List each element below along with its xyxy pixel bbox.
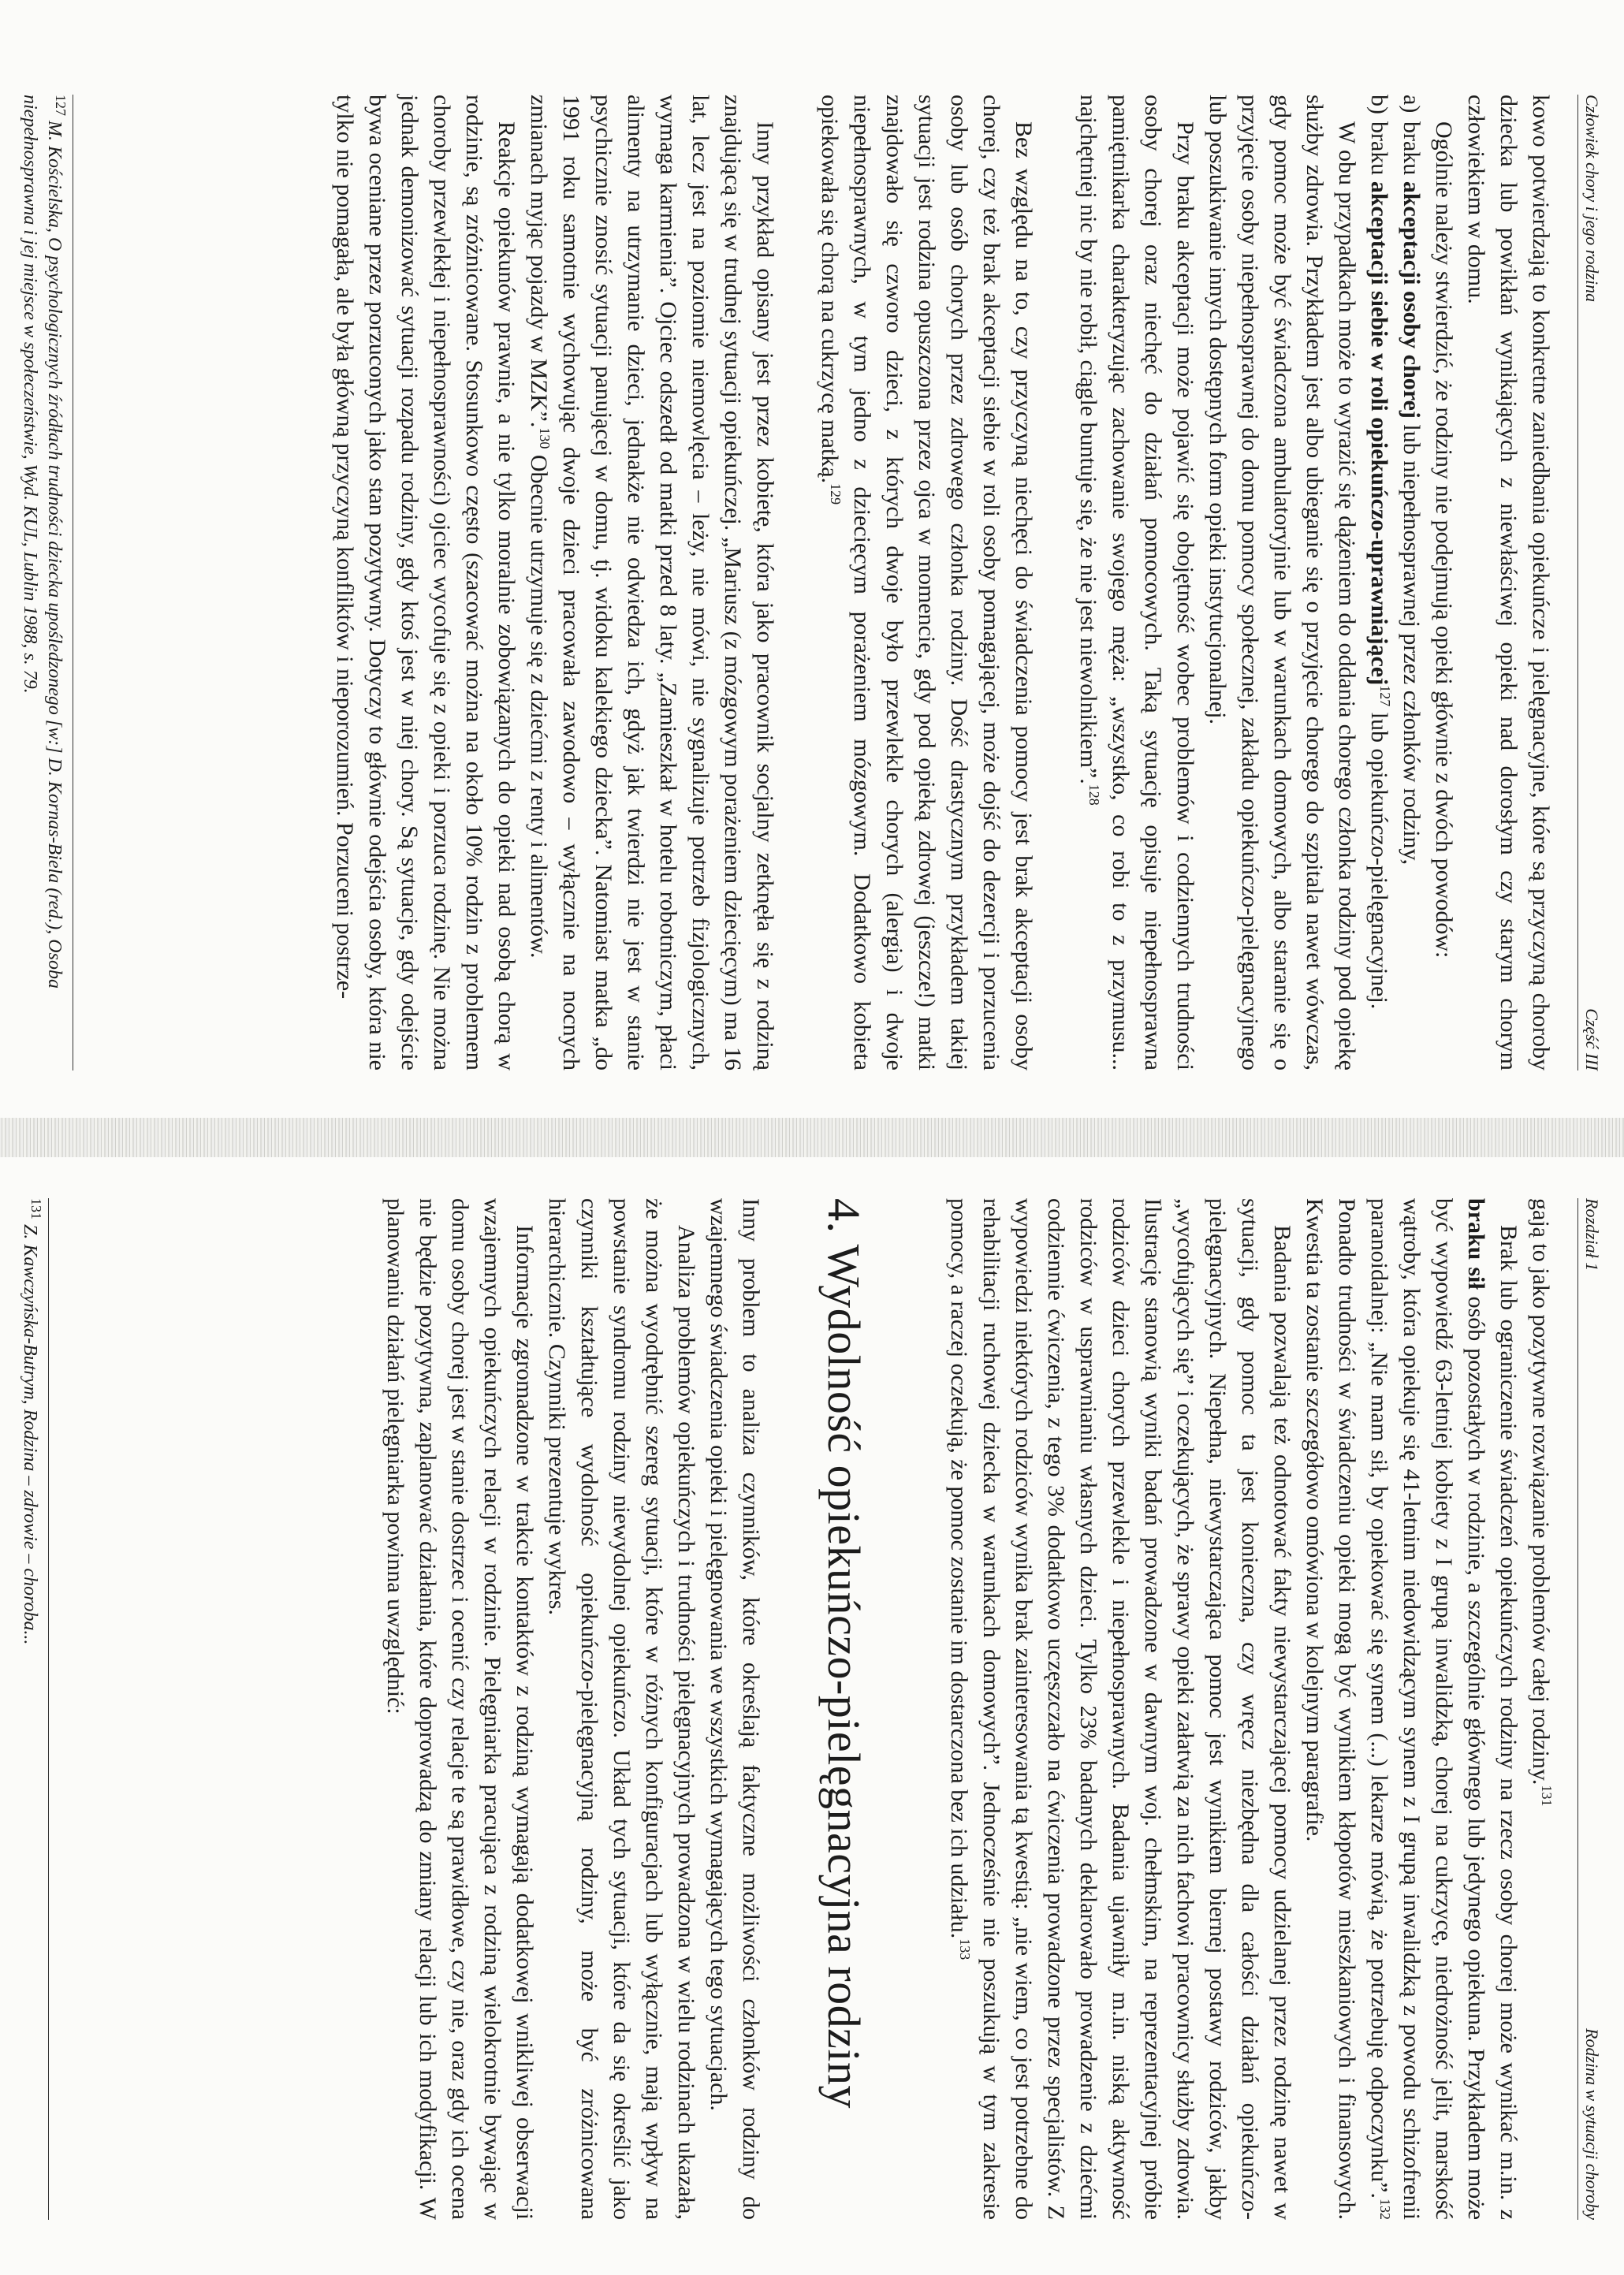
left-header-part: Część III (1582, 1008, 1602, 1070)
list-item-b (1363, 95, 1395, 1070)
paragraph: Informacje zgromadzone w trakcie kontaktów z rodziną wymagają dodatkowej wnikliwej obserwacji wzajemnych opiekuńczych relacji w rodzinie. Pielęgniarka pracująca z rodziną wielokrotnie bywając w domu osoby chorej jest w stanie dostrzec i ocenić czy relacje te są prawidłowe, czy nie, oraz gdy ich ocena nie będzie pozytywna, zaplanować działania, które doprowadzą do zmiany relacji lub ich modyfikacji. W planowaniu działań pielęgniarka powinna uwzględnić: (382, 1198, 538, 2220)
footnote-number: 127 (53, 95, 69, 116)
paragraph: Inny problem to analiza czynników, które określają faktyczne możliwości członków rodziny do wzajemnego świadczenia opieki i pielęgnowania we wszystkich wymagających tego sytuacjach. (706, 1198, 764, 2220)
right-page (0, 1157, 1624, 2275)
right-body-text (379, 1198, 1557, 2220)
footnotes-left (17, 95, 73, 1070)
left-header-title: Człowiek chory i jego rodzina (1582, 95, 1602, 303)
footnote-ref: 133 (957, 1938, 973, 1960)
footnote-ref: 131 (1539, 1785, 1555, 1807)
footnotes-right (17, 1198, 49, 2220)
paragraph: gają to jako pozytywne rozwiązanie problemów całej rodziny.$^{131}$ (1528, 1198, 1555, 1807)
footnote-ref: 127 (1377, 685, 1393, 707)
paragraph: Brak lub ograniczenie świadczeń opiekuńczych rodziny na rzecz osoby chorej może wynikać m.in. z braku sił osób pozostałych w rodzinie, a szczególnie głównego lub jedynego opiekuna. Przykładem może być wypowiedź 63-letniej kobiety z I grupą inwalidzką, chorej na cukrzycę, niedrożność jelit, marskość wątroby, która opiekuje się 41-letnim niedowidzącym synem z I grupą inwalidzką z powodu schizofrenii paranoidalnej: „Nie mam sił, by opiekować się synem (...) lekarze mówią, że potrzebuję odpoczynku”.$^{132}$ Ponadto trudności w świadczeniu opieki mogą być wynikiem kłopotów mieszkaniowych i finansowych. Kwestia ta zostanie szczegółowo omówiona w kolejnym paragrafie. (1302, 1198, 1522, 2221)
running-head-right (1577, 1198, 1602, 2220)
paragraph: Ogólnie należy stwierdzić, że rodziny nie podejmują opieki głównie z dwóch powodów: (1431, 121, 1457, 959)
paragraph: Reakcje opiekunów prawnie, a nie tylko moralnie zobowiązanych do opieki nad osobą chorą w rodzinie, są zróżnicowane. Stosunkowo często (szacować można na około 10% rodzin z problemem choroby przewlekłej i niepełnosprawności) ojciec wycofuje się z opieki i porzuca rodzinę. Nie można jednak demonizować sytuacji rozpadu rodziny, gdy ktoś jest w niej chory. Są sytuacje, gdy odejście bywa oceniane przez porzuconych jako stan pozytywny. Dotyczy to głównie odejścia osoby, która nie tylko nie pomagała, ale była główną przyczyną konfliktów i nieporozumień. Porzuceni postrze- (332, 95, 520, 1070)
left-body-text (329, 95, 1557, 1070)
right-header-title: Rodzina w sytuacji choroby (1582, 2028, 1602, 2220)
paragraph: Analiza problemów opiekuńczych i trudności pielęgnacyjnych prowadzona w wielu rodzinach ukazała, że można wyodrębnić szereg sytuacji, które w różnych konfiguracjach lub wyłącznie, mają wpływ na powstanie syndromu rodziny niewydolnej opiekuńczo. Układ tych sytuacji, które da się określić jako czynniki kształtujące wydolność opiekuńczo-pielęgnacyjną rodziny, może być zróżnicowana hierarchicznie. Czynniki prezentuje wykres. (544, 1198, 699, 2220)
footnote-ref: 132 (1377, 2199, 1393, 2220)
footnote-ref: 129 (828, 483, 844, 505)
paragraph: W obu przypadkach może to wyrazić się dążeniem do oddania chorego członka rodziny pod opiekę służby zdrowia. Przykładem jest albo ubieganie się o przyjęcie chorego do szpitala nawet wówczas, gdy pomoc może być świadczona ambulatoryjnie lub w warunkach domowych, albo staranie się o przyjęcie osoby niepełnosprawnej do domu pomocy społecznej, zakładu opiekuńczo-pielęgnacyjnego lub poszukiwanie innych dostępnych form opieki instytucjonalnej. (1205, 95, 1360, 1070)
footnote-number: 131 (28, 1198, 44, 1219)
footnote-text: Z. Kawczyńska-Butrym, Rodzina – zdrowie – choroba... (20, 1224, 40, 1645)
footnote-ref: 128 (1086, 784, 1102, 806)
footnote-text: M. Kościelska, O psychologicznych źródłach trudności dziecka upośledzonego [w:] D. Kornas-Biela (red.), Osoba niepełnosprawna i jej miejsce w społeczeństwie, Wyd. KUL, Lublin 1988, s. 79. (20, 95, 65, 989)
list-item-a (1395, 95, 1428, 1070)
list-text: braku akceptacji osoby chorej lub niepełnosprawnej przez członków rodziny, (1399, 121, 1425, 866)
book-gutter (0, 1118, 1624, 1157)
paragraph: Badania pozwalają też odnotować fakty niewystarczającej pomocy udzielanej przez rodzinę nawet w sytuacji, gdy pomoc ta jest konieczna, czy wręcz niezbędna dla całości działań opiekuńczo-pielęgnacyjnych. Niepełna, niewystarczająca pomoc jest wynikiem biernej postawy rodziców, jakby „wycofujących się” i oczekujących, że sprawy opieki załatwią za nich fachowi pracownicy służby zdrowia. Ilustrację stanowią wyniki badań prowadzone w dawnym woj. chełmskim, na reprezentacyjnej próbie rodziców dzieci chorych przewlekle i niepełnosprawnych. Badania ujawniły m.in. niską aktywność rodziców w usprawnianiu własnych dzieci. Tylko 23% badanych deklarowało prowadzenie z dziećmi codziennie ćwiczenia, z tego 3% dodatkowo uczęszczało na ćwiczenia prowadzone przez specjalistów. Z wypowiedzi niektórych rodziców wynika brak zainteresowania tą kwestią: „nie wiem, co jest potrzebne do rehabilitacji ruchowej dziecka w warunkach domowych”. Jednocześnie nie poszukują w tym zakresie pomocy, a raczej oczekują, że pomoc zostanie im dostarczona bez ich udziału.$^{133}$ (946, 1198, 1295, 2220)
right-header-chapter: Rozdział 1 (1582, 1198, 1602, 1272)
list-marker: b) (1366, 95, 1392, 114)
paragraph: Przy braku akceptacji może pojawić się obojętność wobec problemów i codziennych trudności osoby chorej oraz niechęć do działań pomocowych. Taką sytuację opisuje niepełnosprawna pamiętnikarka charakteryzując zachowanie swojego męża: „wszystko, co robi to z przymusu... najchętniej nic by nie robił, ciągle buntuje się, że nie jest niewolnikiem”.$^{128}$ (1075, 95, 1198, 1070)
paragraph: Bez względu na to, czy przyczyną niechęci do świadczenia pomocy jest brak akceptacji osoby chorej, czy też brak akceptacji siebie w roli osoby pomagającej, może dojść do dezercji i porzucenia osoby lub osób chorych przez zdrowego członka rodziny. Dość drastycznym przykładem takiej sytuacji jest rodzina opuszczona przez ojca w momencie, gdy pod opieką zdrowej (jeszcze!) matki znajdowało się czworo dzieci, z których dwoje było przewlekle chorych (alergia) i dwoje niepełnosprawnych, w tym jedno z dziecięcym porażeniem mózgowym. Dodatkowo kobieta opiekowała się chorą na cukrzycę matką.$^{129}$ (817, 95, 1037, 1070)
footnote-ref: 130 (537, 427, 553, 449)
section-heading: 4. Wydolność opiekuńczo-pielęgnacyjna rodziny (818, 1198, 870, 2109)
paragraph: Inny przykład opisany jest przez kobietę, która jako pracownik socjalny zetknęła się z rodziną znajdującą się w trudnej sytuacji opiekuńczej. „Mariusz (z mózgowym porażeniem dziecięcym) ma 16 lat, lecz jest na poziomie niemowlęcia – leży, nie mówi, nie sygnalizuje potrzeb fizjologicznych, wymaga karmienia”. Ojciec odszedł od matki przed 8 laty. „Zamieszkał w hotelu robotniczym, płaci alimenty na utrzymanie dzieci, jednakże nie odwiedza ich, gdyż jak twierdzi nie jest w stanie psychicznie znosić sytuacji panującej w domu, tj. widoku kalekiego dziecka”. Natomiast matka „do 1991 roku samotnie wychowując dwoje dzieci pracowała zawodowo – wyłącznie na nocnych zmianach myjąc pojazdy w MZK”.$^{130}$ Obecnie utrzymuje się z dziećmi z renty i alimentów. (526, 95, 778, 1070)
list-text: braku akceptacji siebie w roli opiekuńczo-uprawniającej$^{127}$ lub opiekuńczo-pielęgnacyjnej. (1366, 121, 1393, 1010)
running-head-left (1577, 95, 1602, 1070)
paragraph: kowo potwierdzają to konkretne zaniedbania opiekuńcze i pielęgnacyjne, które są przyczyną choroby dziecka lub powikłań wynikających z niewłaściwej opieki nad dorosłym czy starym chorym człowiekiem w domu. (1463, 95, 1554, 1070)
list-marker: a) (1399, 95, 1425, 114)
left-page (0, 0, 1624, 1118)
